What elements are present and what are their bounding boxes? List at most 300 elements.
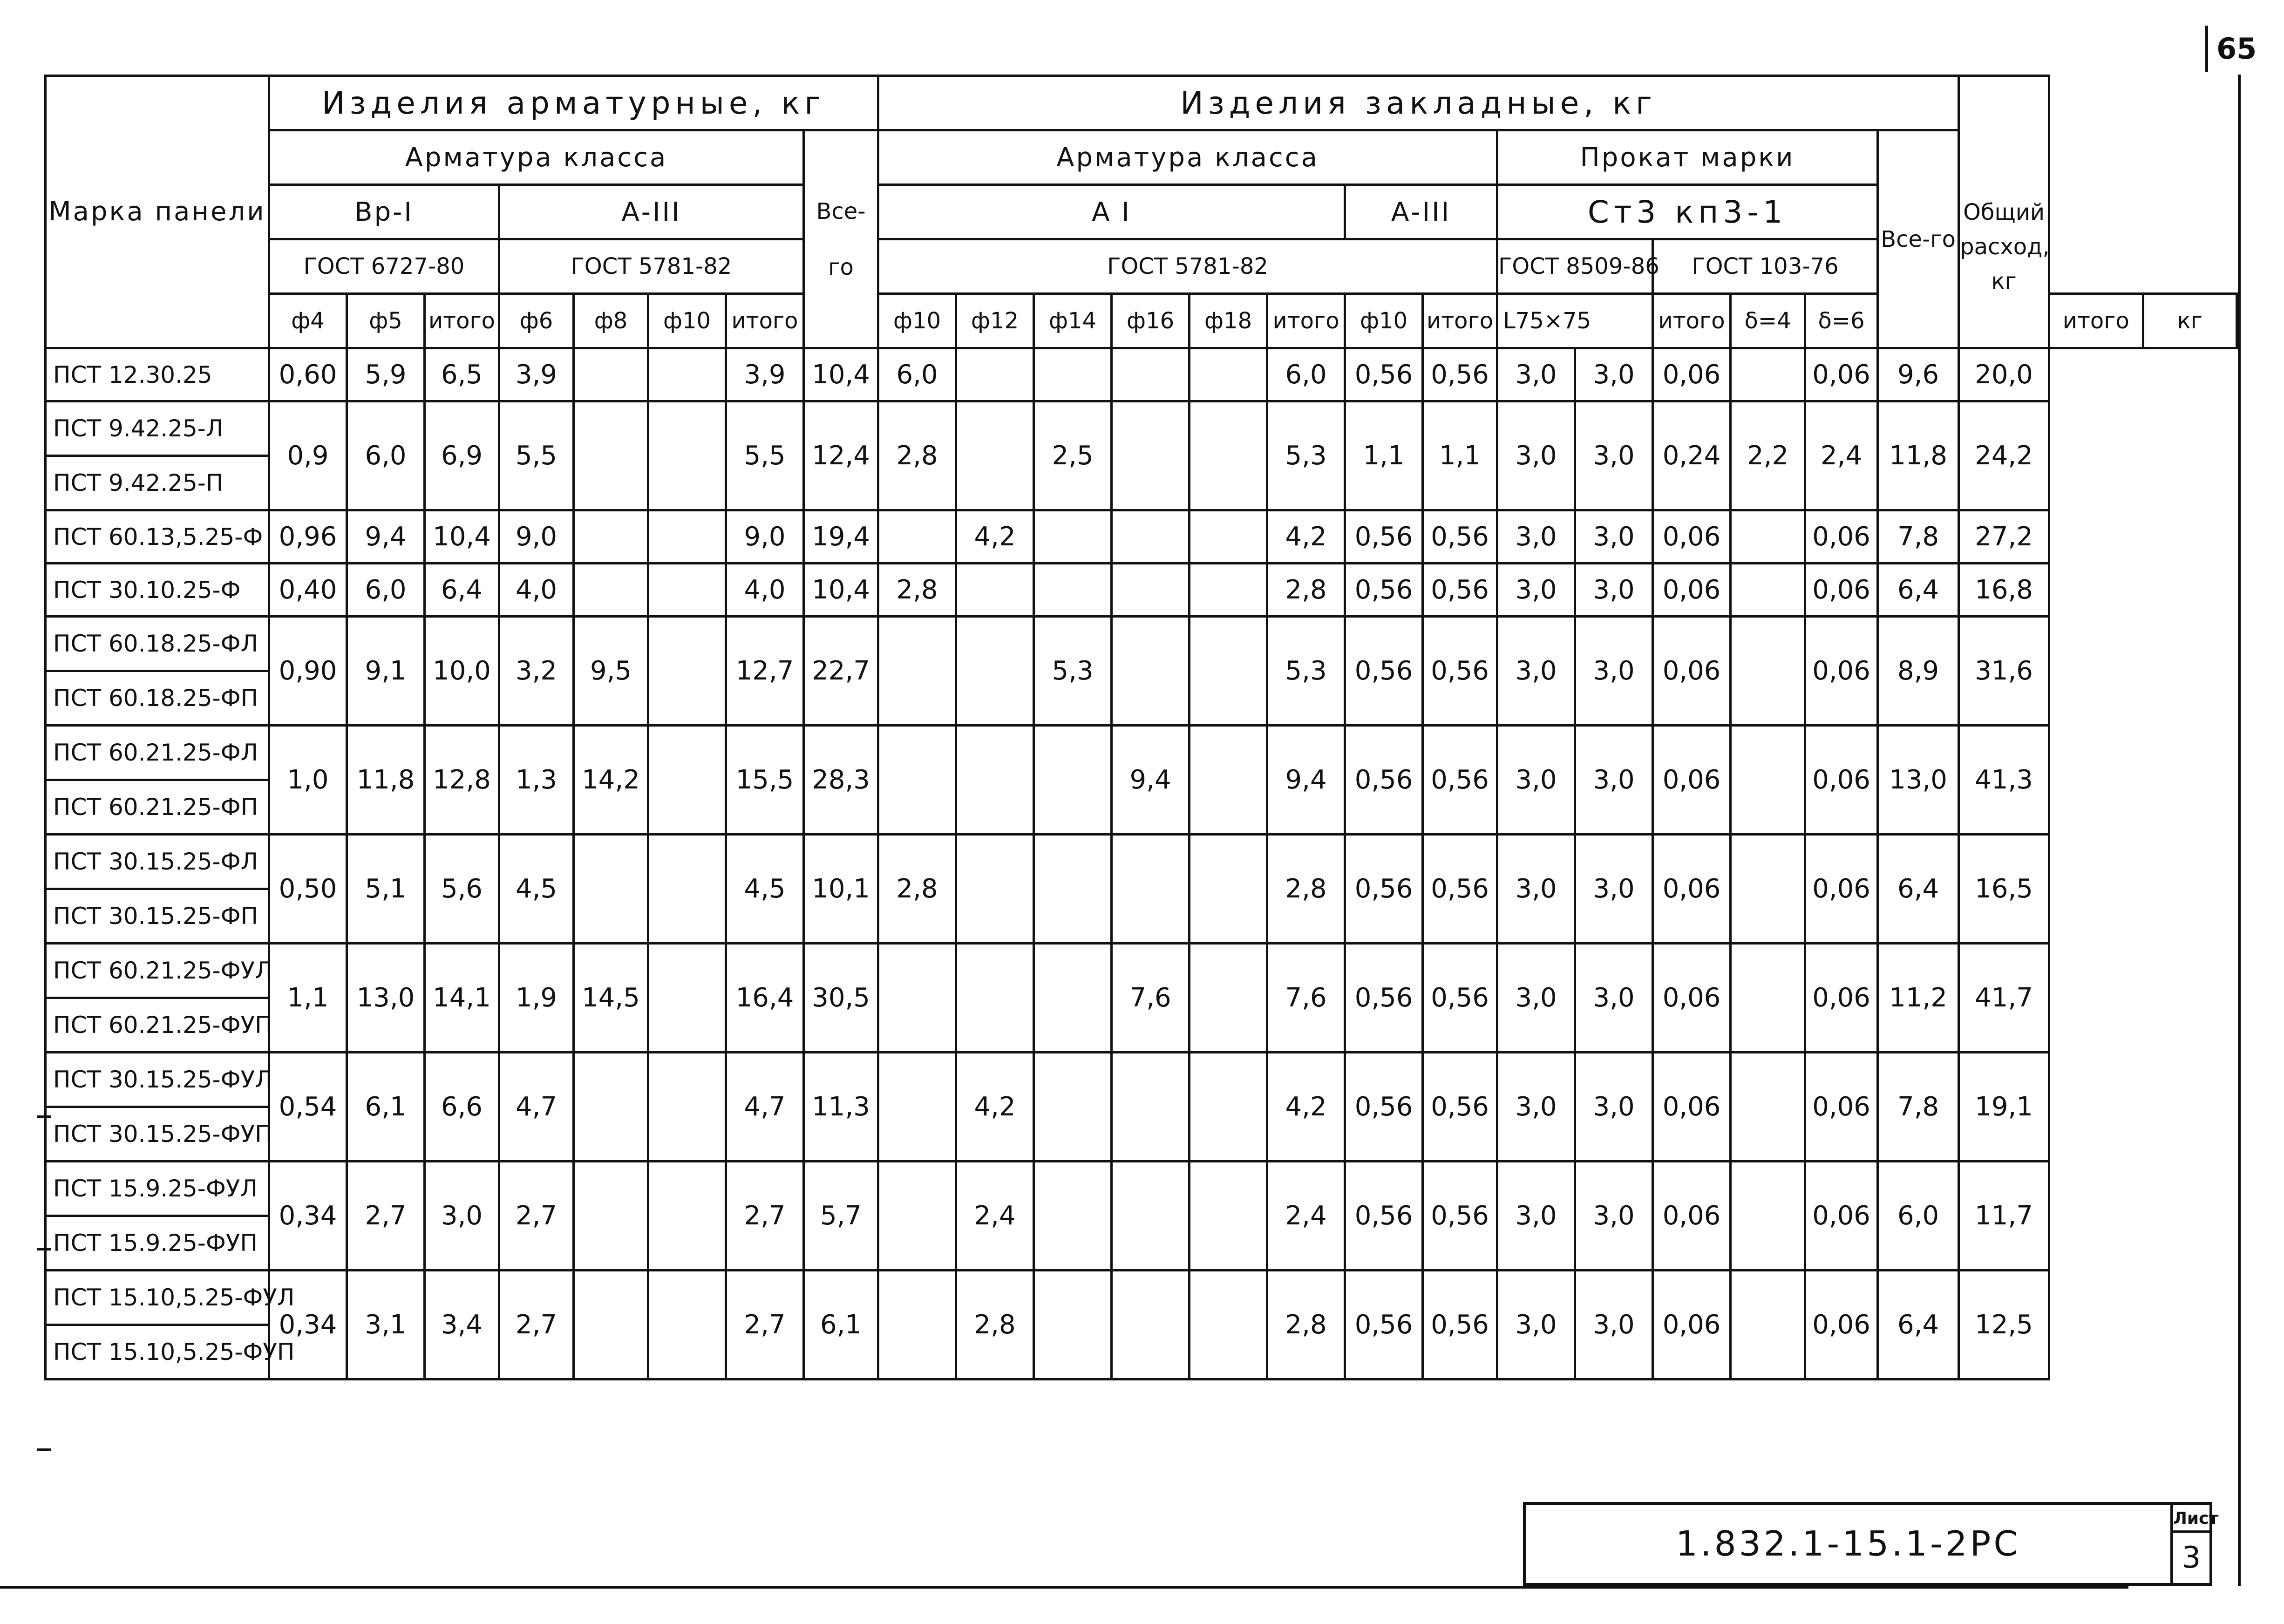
value-cell: 7,6 <box>1267 944 1345 1053</box>
value-cell: 3,0 <box>1575 1053 1653 1162</box>
value-cell: 0,56 <box>1345 348 1423 401</box>
value-cell: 3,0 <box>1575 401 1653 510</box>
value-cell <box>648 1271 726 1379</box>
value-cell: 1,1 <box>1345 401 1423 510</box>
value-cell: 0,96 <box>269 510 347 564</box>
value-cell: 0,56 <box>1423 564 1497 617</box>
table-row <box>46 726 2237 780</box>
value-cell <box>1034 348 1112 401</box>
value-cell <box>878 944 956 1053</box>
edge-tick <box>37 1248 51 1250</box>
class-a3b-header: А-III <box>1345 185 1497 239</box>
value-cell <box>1731 1271 1805 1379</box>
col-unit-kg: кг <box>2143 294 2236 348</box>
value-cell: 3,0 <box>1575 835 1653 944</box>
value-cell: 3,0 <box>1497 564 1575 617</box>
bottom-frame-line <box>0 1586 2128 1589</box>
value-cell <box>648 348 726 401</box>
value-cell <box>878 726 956 835</box>
value-cell: 6,4 <box>425 564 499 617</box>
value-cell <box>1190 1053 1267 1162</box>
col-a3-d8: ф8 <box>574 294 648 348</box>
value-cell <box>1731 564 1805 617</box>
edge-tick <box>37 1448 51 1451</box>
value-cell: 6,6 <box>425 1053 499 1162</box>
value-cell: 0,56 <box>1423 348 1497 401</box>
value-cell <box>1190 835 1267 944</box>
table-row <box>46 617 2237 671</box>
value-cell: 6,1 <box>347 1053 425 1162</box>
value-cell: 10,0 <box>425 617 499 726</box>
value-cell: 0,56 <box>1423 1271 1497 1379</box>
value-cell <box>648 1053 726 1162</box>
value-cell: 4,0 <box>499 564 574 617</box>
value-cell: 3,0 <box>1497 348 1575 401</box>
value-cell <box>648 944 726 1053</box>
panel-mark-cell: ПСТ 60.13,5.25-Ф <box>46 510 269 564</box>
value-cell <box>878 617 956 726</box>
value-cell: 0,06 <box>1653 617 1731 726</box>
value-cell <box>574 835 648 944</box>
value-cell: 5,1 <box>347 835 425 944</box>
value-cell: 2,4 <box>1805 401 1878 510</box>
value-cell: 0,56 <box>1345 1271 1423 1379</box>
value-cell <box>1112 401 1190 510</box>
title-block-stamp <box>1523 1502 2219 1586</box>
value-cell: 0,60 <box>269 348 347 401</box>
value-cell: 3,0 <box>1575 564 1653 617</box>
value-cell: 3,0 <box>425 1162 499 1271</box>
value-cell: 6,0 <box>1878 1162 1959 1271</box>
value-cell: 3,0 <box>1497 1162 1575 1271</box>
value-cell: 2,7 <box>347 1162 425 1271</box>
value-cell: 28,3 <box>804 726 878 835</box>
value-cell: 9,1 <box>347 617 425 726</box>
value-cell <box>1034 564 1112 617</box>
value-cell: 0,06 <box>1653 348 1731 401</box>
value-cell: 3,2 <box>499 617 574 726</box>
gost-6727-header: ГОСТ 6727-80 <box>269 239 499 294</box>
value-cell <box>1190 944 1267 1053</box>
mark-header: Марка панели <box>46 76 269 348</box>
value-cell <box>1190 510 1267 564</box>
value-cell: 3,0 <box>1497 1271 1575 1379</box>
value-cell: 3,0 <box>1497 510 1575 564</box>
value-cell: 0,06 <box>1653 726 1731 835</box>
value-cell: 0,56 <box>1423 1162 1497 1271</box>
value-cell: 5,9 <box>347 348 425 401</box>
value-cell: 6,9 <box>425 401 499 510</box>
panel-mark-cell: ПСТ 60.21.25-ФП <box>46 780 269 835</box>
value-cell: 13,0 <box>347 944 425 1053</box>
value-cell: 4,7 <box>726 1053 804 1162</box>
value-cell: 3,0 <box>1497 401 1575 510</box>
value-cell: 2,7 <box>499 1271 574 1379</box>
value-cell: 9,4 <box>347 510 425 564</box>
value-cell <box>648 617 726 726</box>
value-cell: 7,8 <box>1878 510 1959 564</box>
col-a1-itogo: итого <box>1267 294 1345 348</box>
panel-mark-cell: ПСТ 60.21.25-ФУЛ <box>46 944 269 998</box>
value-cell: 4,2 <box>956 510 1034 564</box>
table-row <box>46 835 2237 889</box>
value-cell: 5,3 <box>1267 401 1345 510</box>
sheet-number: 3 <box>2182 1541 2201 1575</box>
value-cell: 0,06 <box>1805 1162 1878 1271</box>
value-cell: 2,8 <box>878 835 956 944</box>
value-cell <box>1112 617 1190 726</box>
value-cell: 0,06 <box>1805 1271 1878 1379</box>
value-cell: 22,7 <box>804 617 878 726</box>
gost-5781-header-b: ГОСТ 5781-82 <box>878 239 1497 294</box>
value-cell: 10,1 <box>804 835 878 944</box>
value-cell <box>1731 348 1805 401</box>
value-cell: 10,4 <box>804 564 878 617</box>
value-cell: 9,4 <box>1112 726 1190 835</box>
value-cell: 10,4 <box>425 510 499 564</box>
value-cell: 3,0 <box>1575 1271 1653 1379</box>
value-cell <box>878 1271 956 1379</box>
value-cell: 3,0 <box>1575 726 1653 835</box>
value-cell: 1,9 <box>499 944 574 1053</box>
class-a3-header: А-III <box>499 185 804 239</box>
value-cell: 9,4 <box>1267 726 1345 835</box>
value-cell: 19,4 <box>804 510 878 564</box>
value-cell: 8,9 <box>1878 617 1959 726</box>
table-row <box>46 348 2237 401</box>
table-row <box>46 944 2237 998</box>
prokat-marki-header: Прокат марки <box>1497 130 1878 185</box>
value-cell <box>1034 726 1112 835</box>
value-cell: 16,4 <box>726 944 804 1053</box>
value-cell: 5,5 <box>499 401 574 510</box>
col-a1-d18: ф18 <box>1190 294 1267 348</box>
panel-mark-cell: ПСТ 30.10.25-Ф <box>46 564 269 617</box>
value-cell <box>574 564 648 617</box>
value-cell: 2,7 <box>726 1162 804 1271</box>
col-a3-itogo: итого <box>726 294 804 348</box>
value-cell <box>1034 944 1112 1053</box>
value-cell <box>956 726 1034 835</box>
value-cell: 4,7 <box>499 1053 574 1162</box>
col-a3-d10: ф10 <box>648 294 726 348</box>
value-cell <box>956 617 1034 726</box>
value-cell: 0,56 <box>1345 835 1423 944</box>
value-cell: 6,0 <box>878 348 956 401</box>
value-cell: 15,5 <box>726 726 804 835</box>
value-cell: 3,0 <box>1575 348 1653 401</box>
page-number: 65 <box>2205 26 2270 72</box>
value-cell: 1,1 <box>269 944 347 1053</box>
value-cell: 2,8 <box>1267 835 1345 944</box>
value-cell: 11,3 <box>804 1053 878 1162</box>
value-cell <box>648 510 726 564</box>
value-cell <box>574 1162 648 1271</box>
value-cell: 0,06 <box>1805 564 1878 617</box>
value-cell: 6,5 <box>425 348 499 401</box>
value-cell <box>1190 348 1267 401</box>
table-row <box>46 1053 2237 1107</box>
value-cell <box>574 1053 648 1162</box>
table-row <box>46 401 2237 456</box>
table-body <box>46 348 2237 1379</box>
value-cell <box>648 835 726 944</box>
table-row <box>46 510 2237 564</box>
value-cell: 0,9 <box>269 401 347 510</box>
value-cell <box>574 401 648 510</box>
value-cell: 41,3 <box>1959 726 2049 835</box>
value-cell <box>956 348 1034 401</box>
value-cell: 3,0 <box>1497 1053 1575 1162</box>
value-cell: 0,34 <box>269 1162 347 1271</box>
value-cell: 2,8 <box>1267 564 1345 617</box>
value-cell: 14,1 <box>425 944 499 1053</box>
value-cell: 2,7 <box>726 1271 804 1379</box>
col-a1-d16: ф16 <box>1112 294 1190 348</box>
value-cell: 0,06 <box>1653 1162 1731 1271</box>
value-cell: 9,6 <box>1878 348 1959 401</box>
table-row <box>46 564 2237 617</box>
value-cell <box>1731 617 1805 726</box>
value-cell: 3,9 <box>499 348 574 401</box>
col-vr-itogo: итого <box>425 294 499 348</box>
value-cell: 0,06 <box>1653 564 1731 617</box>
value-cell: 7,6 <box>1112 944 1190 1053</box>
value-cell: 12,8 <box>425 726 499 835</box>
value-cell: 20,0 <box>1959 348 2049 401</box>
total-consumption-header: Общий расход, кг <box>1959 76 2049 348</box>
value-cell: 0,56 <box>1345 617 1423 726</box>
value-cell: 0,56 <box>1423 510 1497 564</box>
col-vr-d5: ф5 <box>347 294 425 348</box>
value-cell: 0,56 <box>1423 944 1497 1053</box>
value-cell: 0,40 <box>269 564 347 617</box>
value-cell <box>1112 1162 1190 1271</box>
value-cell: 6,4 <box>1878 564 1959 617</box>
value-cell: 5,3 <box>1034 617 1112 726</box>
gost-5781-header-a: ГОСТ 5781-82 <box>499 239 804 294</box>
embedded-group-header: Изделия закладные, кг <box>878 76 1959 130</box>
value-cell: 2,5 <box>1034 401 1112 510</box>
value-cell <box>1190 401 1267 510</box>
panel-mark-cell: ПСТ 15.9.25-ФУП <box>46 1216 269 1271</box>
panel-mark-cell: ПСТ 15.10,5.25-ФУЛ <box>46 1271 269 1325</box>
value-cell: 6,0 <box>347 401 425 510</box>
value-cell: 2,4 <box>1267 1162 1345 1271</box>
value-cell <box>574 510 648 564</box>
value-cell: 3,4 <box>425 1271 499 1379</box>
value-cell <box>1034 1271 1112 1379</box>
panel-mark-cell: ПСТ 30.15.25-ФУП <box>46 1107 269 1162</box>
value-cell: 0,06 <box>1805 348 1878 401</box>
value-cell: 2,7 <box>499 1162 574 1271</box>
value-cell: 14,5 <box>574 944 648 1053</box>
value-cell: 12,5 <box>1959 1271 2049 1379</box>
value-cell: 9,0 <box>726 510 804 564</box>
value-cell <box>1731 835 1805 944</box>
col-a1-d12: ф12 <box>956 294 1034 348</box>
value-cell <box>1034 1162 1112 1271</box>
value-cell: 3,9 <box>726 348 804 401</box>
col-plate4: δ=4 <box>1731 294 1805 348</box>
value-cell: 11,8 <box>347 726 425 835</box>
value-cell: 3,0 <box>1575 944 1653 1053</box>
value-cell: 6,1 <box>804 1271 878 1379</box>
col-vr-d4: ф4 <box>269 294 347 348</box>
value-cell: 0,06 <box>1805 835 1878 944</box>
value-cell <box>648 726 726 835</box>
right-border-line <box>2238 75 2241 1586</box>
value-cell: 6,4 <box>1878 1271 1959 1379</box>
value-cell: 12,4 <box>804 401 878 510</box>
value-cell <box>1034 1053 1112 1162</box>
value-cell: 0,56 <box>1345 1053 1423 1162</box>
value-cell: 0,90 <box>269 617 347 726</box>
value-cell <box>878 1162 956 1271</box>
value-cell: 2,8 <box>878 401 956 510</box>
gost-103-header: ГОСТ 103-76 <box>1653 239 1878 294</box>
value-cell: 0,06 <box>1805 510 1878 564</box>
value-cell: 3,0 <box>1575 617 1653 726</box>
value-cell: 3,0 <box>1497 944 1575 1053</box>
value-cell <box>1034 835 1112 944</box>
value-cell: 0,06 <box>1653 1271 1731 1379</box>
value-cell <box>648 401 726 510</box>
reinforcement-group-header: Изделия арматурные, кг <box>269 76 878 130</box>
value-cell <box>1731 1162 1805 1271</box>
value-cell: 16,8 <box>1959 564 2049 617</box>
value-cell: 5,7 <box>804 1162 878 1271</box>
panel-mark-cell: ПСТ 60.18.25-ФЛ <box>46 617 269 671</box>
value-cell: 13,0 <box>1878 726 1959 835</box>
value-cell: 4,5 <box>726 835 804 944</box>
value-cell: 6,0 <box>347 564 425 617</box>
col-plate-itogo: итого <box>2049 294 2143 348</box>
armatura-klassa-header-2: Арматура класса <box>878 130 1497 185</box>
value-cell: 30,5 <box>804 944 878 1053</box>
value-cell: 4,0 <box>726 564 804 617</box>
value-cell: 2,8 <box>878 564 956 617</box>
value-cell: 4,2 <box>956 1053 1034 1162</box>
value-cell <box>648 1162 726 1271</box>
value-cell <box>1034 510 1112 564</box>
value-cell: 10,4 <box>804 348 878 401</box>
panel-mark-cell: ПСТ 15.10,5.25-ФУП <box>46 1325 269 1379</box>
panel-mark-cell: ПСТ 30.15.25-ФУЛ <box>46 1053 269 1107</box>
value-cell <box>1731 944 1805 1053</box>
value-cell <box>648 564 726 617</box>
value-cell: 4,2 <box>1267 510 1345 564</box>
panel-mark-cell: ПСТ 60.21.25-ФЛ <box>46 726 269 780</box>
value-cell: 7,8 <box>1878 1053 1959 1162</box>
value-cell: 0,06 <box>1653 1053 1731 1162</box>
value-cell: 27,2 <box>1959 510 2049 564</box>
value-cell: 3,0 <box>1497 726 1575 835</box>
value-cell <box>1190 617 1267 726</box>
gost-8509-header: ГОСТ 8509-86 <box>1497 239 1653 294</box>
value-cell: 5,6 <box>425 835 499 944</box>
value-cell: 0,56 <box>1345 564 1423 617</box>
value-cell: 31,6 <box>1959 617 2049 726</box>
value-cell <box>1112 1053 1190 1162</box>
value-cell <box>956 564 1034 617</box>
col-a1-d10: ф10 <box>878 294 956 348</box>
value-cell: 0,06 <box>1805 1053 1878 1162</box>
col-a1-d14: ф14 <box>1034 294 1112 348</box>
value-cell: 3,0 <box>1575 1162 1653 1271</box>
value-cell: 0,56 <box>1345 510 1423 564</box>
value-cell: 0,56 <box>1345 1162 1423 1271</box>
value-cell: 1,0 <box>269 726 347 835</box>
class-a1-header: А I <box>878 185 1345 239</box>
value-cell <box>1731 510 1805 564</box>
value-cell: 0,34 <box>269 1271 347 1379</box>
value-cell: 4,5 <box>499 835 574 944</box>
value-cell <box>574 348 648 401</box>
value-cell <box>1190 726 1267 835</box>
value-cell: 24,2 <box>1959 401 2049 510</box>
value-cell <box>956 944 1034 1053</box>
value-cell: 3,1 <box>347 1271 425 1379</box>
col-angle <box>1497 294 1653 348</box>
value-cell: 2,8 <box>956 1271 1034 1379</box>
armatura-klassa-header: Арматура класса <box>269 130 804 185</box>
value-cell: 0,56 <box>1423 617 1497 726</box>
panel-mark-cell: ПСТ 9.42.25-П <box>46 456 269 510</box>
vsego-header-2: Все-го <box>1878 130 1959 348</box>
value-cell: 0,06 <box>1805 944 1878 1053</box>
value-cell: 0,56 <box>1423 1053 1497 1162</box>
value-cell: 0,54 <box>269 1053 347 1162</box>
value-cell: 14,2 <box>574 726 648 835</box>
value-cell: 0,56 <box>1345 726 1423 835</box>
value-cell: 2,8 <box>1267 1271 1345 1379</box>
value-cell: 19,1 <box>1959 1053 2049 1162</box>
value-cell: 2,2 <box>1731 401 1805 510</box>
value-cell: 3,0 <box>1497 617 1575 726</box>
value-cell: 6,4 <box>1878 835 1959 944</box>
value-cell: 0,06 <box>1653 510 1731 564</box>
value-cell <box>1112 564 1190 617</box>
value-cell: 0,06 <box>1805 726 1878 835</box>
value-cell: 11,7 <box>1959 1162 2049 1271</box>
panel-mark-cell: ПСТ 60.18.25-ФП <box>46 671 269 726</box>
table-row <box>46 1162 2237 1216</box>
value-cell: 0,50 <box>269 835 347 944</box>
value-cell: 3,0 <box>1497 835 1575 944</box>
steel-consumption-table <box>44 75 2238 1380</box>
value-cell: 0,56 <box>1345 944 1423 1053</box>
value-cell: 0,56 <box>1423 835 1497 944</box>
panel-mark-cell: ПСТ 30.15.25-ФП <box>46 889 269 944</box>
panel-mark-cell: ПСТ 60.21.25-ФУП <box>46 998 269 1053</box>
value-cell: 9,5 <box>574 617 648 726</box>
col-a3-d6: ф6 <box>499 294 574 348</box>
document-code: 1.832.1-15.1-2РС <box>1526 1505 2173 1583</box>
value-cell: 11,2 <box>1878 944 1959 1053</box>
value-cell <box>574 1271 648 1379</box>
value-cell <box>1190 564 1267 617</box>
value-cell: 6,0 <box>1267 348 1345 401</box>
value-cell <box>1731 1053 1805 1162</box>
value-cell: 0,56 <box>1423 726 1497 835</box>
value-cell <box>1112 510 1190 564</box>
panel-mark-cell: ПСТ 15.9.25-ФУЛ <box>46 1162 269 1216</box>
edge-tick <box>37 1115 51 1118</box>
value-cell <box>1731 726 1805 835</box>
value-cell <box>956 401 1034 510</box>
value-cell <box>878 510 956 564</box>
